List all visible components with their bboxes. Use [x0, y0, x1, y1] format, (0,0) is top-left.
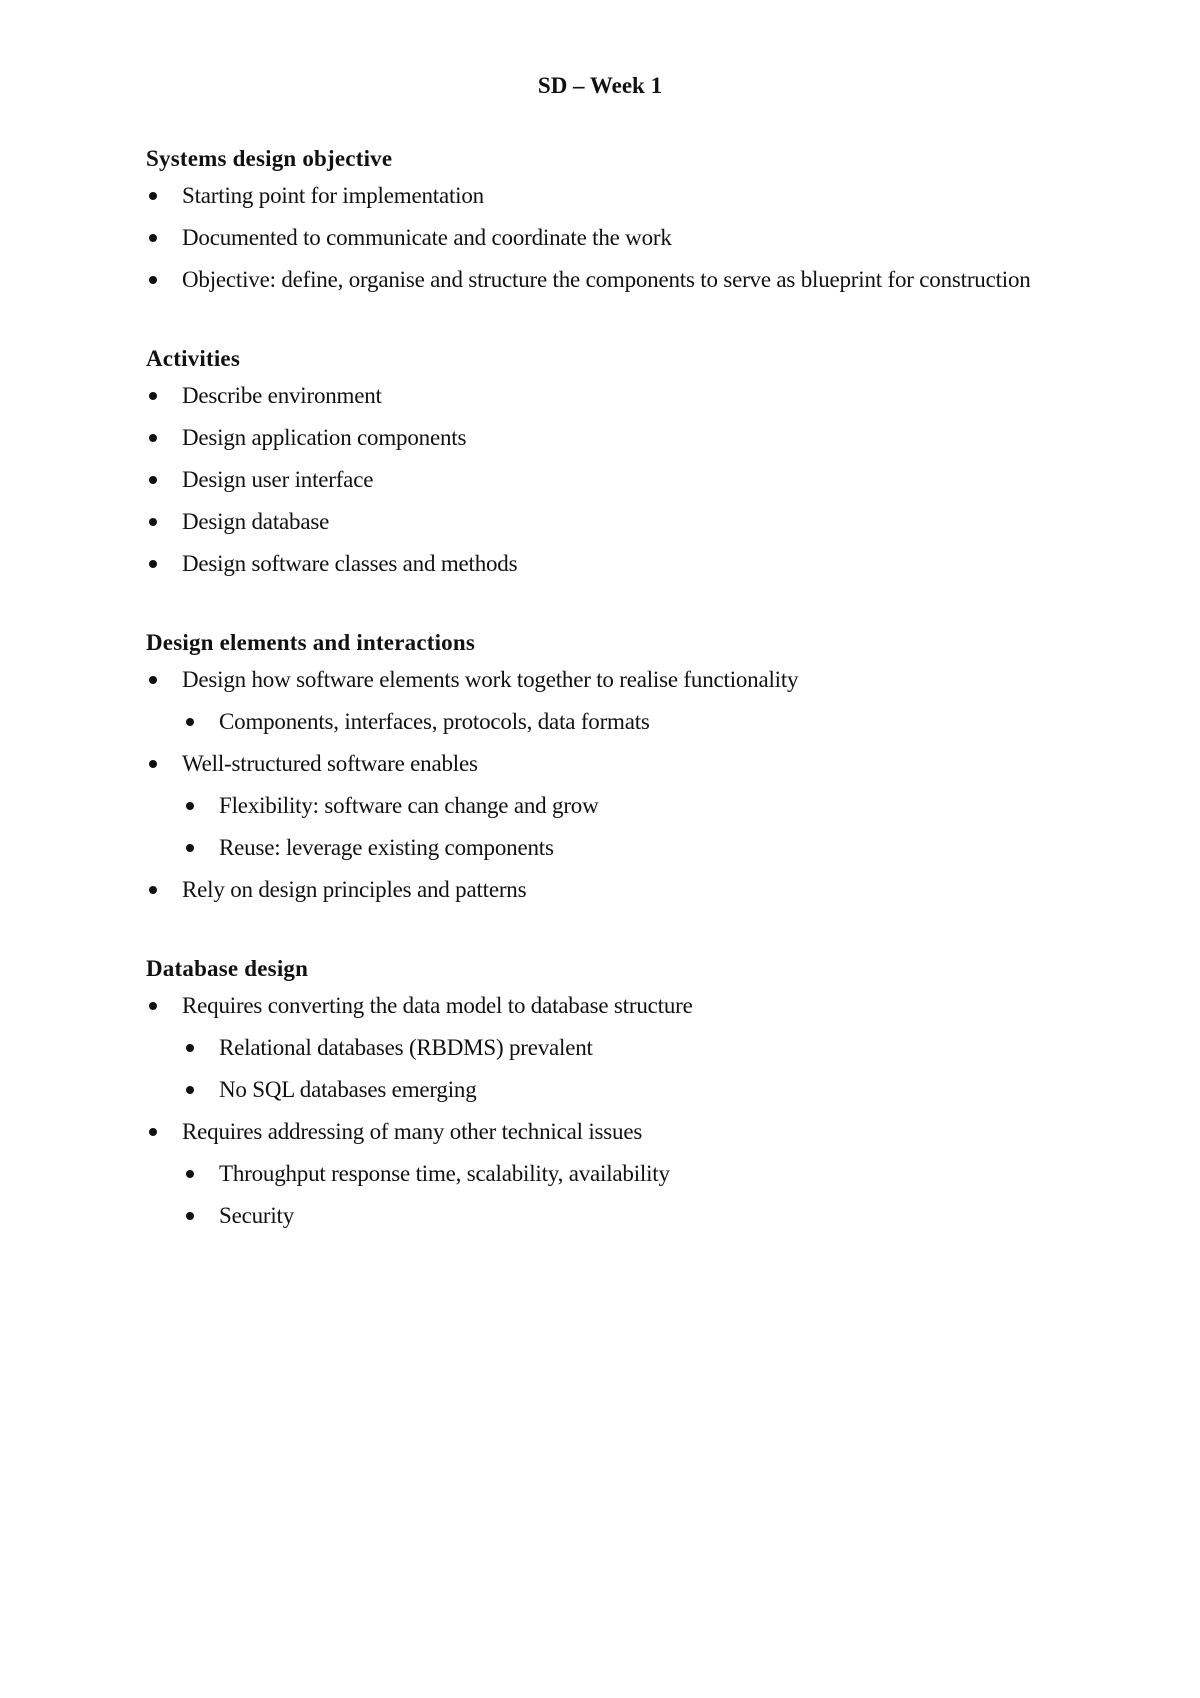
bullet-item [146, 985, 1046, 1027]
sub-bullet-item: Flexibility: software can change and grow [184, 785, 1046, 827]
bullet-list [146, 659, 1046, 911]
section [146, 627, 1046, 911]
bullet-item [146, 175, 1046, 217]
sub-bullet-item: Relational databases (RBDMS) prevalent [184, 1027, 1046, 1069]
section [146, 143, 1046, 301]
section-heading: Activities [146, 346, 240, 371]
bullet-item [146, 217, 1046, 259]
bullet-item [146, 1111, 1046, 1153]
bullet-list [146, 985, 1046, 1237]
bullet-item-text: Design database [182, 509, 330, 534]
bullet-item-text: Describe environment [182, 383, 382, 408]
bullet-list [146, 175, 1046, 301]
section [146, 343, 1046, 585]
bullet-item-text: Design how software elements work together to realise functionality [182, 667, 799, 692]
section-heading: Systems design objective [146, 146, 393, 171]
bullet-item-text: Well-structured software enables [182, 751, 478, 776]
sub-bullet-list [146, 785, 1046, 869]
sub-bullet-list [146, 1027, 1046, 1111]
bullet-item [146, 869, 1046, 911]
bullet-item-text: Design application components [182, 425, 467, 450]
section-heading: Database design [146, 956, 309, 981]
bullet-item-text: Design software classes and methods [182, 551, 518, 576]
bullet-item-text: Rely on design principles and patterns [182, 877, 527, 902]
bullet-item [146, 743, 1046, 785]
bullet-item-text: Objective: define, organise and structure the components to serve as blueprint for construction [182, 267, 1031, 292]
bullet-item-text: Requires addressing of many other technical issues [182, 1119, 643, 1144]
sub-bullet-item: Reuse: leverage existing components [184, 827, 1046, 869]
document-title: SD – Week 1 [537, 73, 663, 98]
section-heading: Design elements and interactions [146, 630, 476, 655]
sub-bullet-item: Security [184, 1195, 1046, 1237]
bullet-item-text: Documented to communicate and coordinate the work [182, 225, 672, 250]
bullet-item [146, 659, 1046, 701]
bullet-item [146, 501, 1046, 543]
sub-bullet-item: Throughput response time, scalability, availability [184, 1153, 1046, 1195]
bullet-list [146, 375, 1046, 585]
bullet-item-text: Design user interface [182, 467, 374, 492]
bullet-item-text: Starting point for implementation [182, 183, 484, 208]
sub-bullet-item: No SQL databases emerging [184, 1069, 1046, 1111]
sub-bullet-list [146, 1153, 1046, 1237]
bullet-item-text: Requires converting the data model to database structure [182, 993, 693, 1018]
bullet-item [146, 259, 1046, 301]
sub-bullet-list [146, 701, 1046, 743]
bullet-item [146, 459, 1046, 501]
bullet-item [146, 375, 1046, 417]
section [146, 953, 1046, 1237]
sub-bullet-item: Components, interfaces, protocols, data formats [184, 701, 1046, 743]
bullet-item [146, 543, 1046, 585]
bullet-item [146, 417, 1046, 459]
document-body [146, 143, 1046, 1279]
